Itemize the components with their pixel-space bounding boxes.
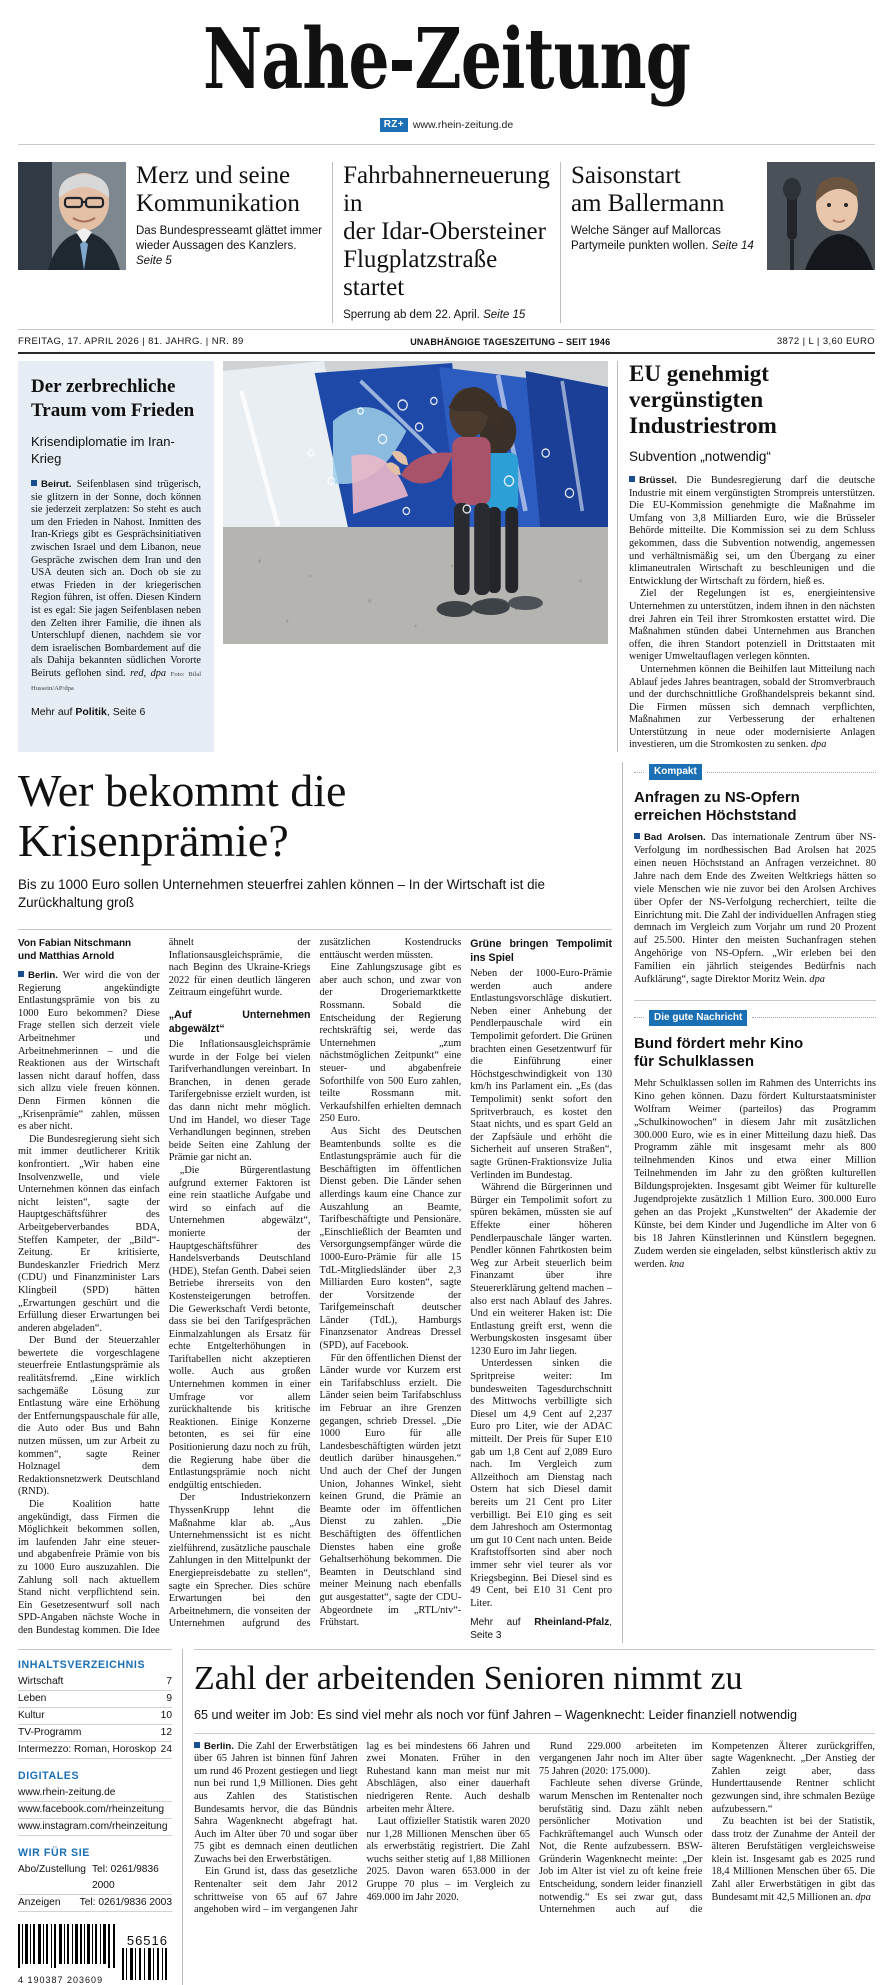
barcode-main bbox=[18, 1924, 116, 1985]
kompakt-item-place: Bad Arolsen. bbox=[644, 832, 706, 844]
eu-story-paragraph-3: Unternehmen können die Beihilfen laut Mitteilung nach Ablauf jedes Jahres beantragen, sobald der Stromverbrauch und der durchschnittliche Großhandelspreis bekannt sind. Die Firmen müssen sich demnach verpflichten, Maßnahmen zur Verbesserung der erhaltenen Unterstützung in neue oder modernisierte Anlagen investieren, um die Stromkosten zu senken. dpa bbox=[629, 663, 875, 751]
newspaper-title: Nahe-Zeitung bbox=[203, 9, 690, 108]
toc-title: INHALTSVERZEICHNIS bbox=[18, 1658, 146, 1671]
service-item bbox=[18, 1862, 172, 1895]
eu-story-place: Brüssel. bbox=[639, 475, 677, 486]
dateline-price: 3872 | L | 3,60 EURO bbox=[776, 336, 875, 347]
lead-box-photo-credit: Foto: Bilal Hussein/AP/dpa bbox=[31, 670, 202, 692]
toc-item[interactable] bbox=[18, 1742, 172, 1759]
bottom-story-paragraph: Rund 229.000 arbeiteten im vergangenen Jahr noch im Alter über 75 Jahren (2020: 175.000). bbox=[539, 1740, 703, 1777]
teaser-merz[interactable] bbox=[126, 162, 332, 323]
divider-under-dateline bbox=[18, 352, 875, 354]
dateline-date: FREITAG, 17. APRIL 2026 | 81. JAHRG. | NR. 89 bbox=[18, 336, 244, 347]
teaser-saisonstart-headline: Saisonstart am Ballermann bbox=[570, 162, 725, 217]
main-story-paragraph: Berlin. Wer wird die von der Regierung angekündigte Entlastungsprämie von bis zu 1000 Euro bekommen? Diese Frage stellen sich derzeit viele Arbeitnehmer und Arbeitnehmerinnen – und die Reaktionen aus der Wirtschaft lassen nicht darauf hoffen, dass sich allzu viele freuen können. Denn Firmen können die „Krisenprämie“ zahlen, müssen es aber nicht. bbox=[18, 970, 160, 1133]
toc-item[interactable] bbox=[18, 1674, 172, 1691]
index-box bbox=[18, 1649, 182, 1985]
main-section bbox=[18, 762, 875, 1642]
teaser-fahrbahn-headline: Fahrbahnerneuerung in der Idar-Obersteiner Flugplatzstraße startet bbox=[343, 162, 550, 301]
good-news-body: Mehr Schulklassen sollen im Rahmen des Unterrichts ins Kino gehen können. Dazu fördert Kulturstaatsminister Wolfram Weimer (parteilos) das Programm „Schulkinowochen“ in diesem Jahr mit zusätzlichen 300.000 Euro, wie es in einer Mitteilung dazu hieß. Das Programm zähle mit insgesamt mehr als 800 teilnehmenden Kinos und etwa einer Million Teilnehmenden im Jahr zu den größten kulturellen Bildungsprojekten. Insgesamt gibt Weimer für kulturelle Jugendprojekte zusätzlich 1 Million Euro. 300.000 Euro gehen an das Projekt „Kunstwelten“ der Akademie der Künste, bei dem Kinder und Jugendliche im Alter von 6 bis 18 Jahren Künstlerinnen und Künstlern begegnen. Zudem werden sie eingeladen, selbst künstlerisch aktiv zu werden. kna bbox=[634, 1077, 876, 1270]
bottom-story-paragraph: Zu beachten ist bei der Statistik, dass trotz der Zunahme der Anteil der älteren Berufstätigen vergleichsweise klein ist. Insgesamt gab es 2025 rund 18,4 Millionen Menschen über 65. Die Zahl aller Erwerbstätigen in gibt das Bundesamt mit 42,5 Millionen an. dpa bbox=[711, 1816, 875, 1903]
lower-section bbox=[18, 1649, 875, 1985]
main-story-headline: Wer bekommt die Krisenprämie? bbox=[18, 765, 347, 867]
main-story[interactable] bbox=[18, 762, 622, 1642]
badge-rule-left bbox=[634, 1017, 644, 1018]
main-story-paragraph: Neben der 1000-Euro-Prämie werden auch andere Entlastungsvorschläge diskutiert. Neben einer Anhebung der Pendlerpauschale wird ein Tempolimit gefordert. Die Grünen brachten einen Gesetzentwurf für die Einführung einer Höchstgeschwindigkeit von 130 km/h ins Parlament ein. „Es (das Tempolimit) senkt sofort den Spritverbrauch, es kostet den Staat nichts, und es spart Geld an der Zapfsäule und erhöht die Sicherheit auf unseren Straßen“, sagte Grünen-Fraktionsvize Julia Verlinden im Bundestag. bbox=[470, 968, 612, 1181]
teaser-image-merz bbox=[18, 162, 126, 270]
main-story-paragraph: Die Koalition hatte angekündigt, dass Firmen die Möglichkeit bekommen sollen, im laufenden Jahr eine steuer- und abgabenfreie Prämie von bis zu 1000 Euro auszuzahlen. Die Zahlung soll nach aktuellem Stand nicht verpflichtend sein. Ein Gesetzesentwurf soll nach SPD-Angaben nächste Woche in den Bundestag kommen. Die Idee ähnelt der Inflationsausgleichsprämie, die nach Beginn des Ukraine-Kriegs 2022 für einen deutlich längeren Zeitraum eingeführt wurde. bbox=[18, 937, 311, 1636]
eu-story[interactable] bbox=[617, 361, 875, 752]
good-news-badge-row bbox=[634, 1010, 876, 1026]
masthead-website-url: www.rhein-zeitung.de bbox=[412, 119, 514, 131]
bottom-story-agency: dpa bbox=[855, 1891, 871, 1903]
dateline-square-icon bbox=[31, 480, 37, 486]
badge-rule-right bbox=[707, 772, 876, 773]
service-label: Anzeigen bbox=[18, 1896, 61, 1908]
teaser-merz-headline: Merz und seine Kommunikation bbox=[136, 162, 300, 217]
main-story-reference-link[interactable]: Mehr auf Rheinland-Pfalz, Seite 3 bbox=[470, 1617, 612, 1641]
main-story-subhead: Bis zu 1000 Euro sollen Unternehmen steuerfrei zahlen können – In der Wirtschaft ist die Zurückhaltung groß bbox=[18, 877, 545, 911]
bottom-story[interactable] bbox=[182, 1649, 875, 1985]
toc-item-page: 10 bbox=[160, 1709, 172, 1721]
bottom-story-paragraph: Laut offizieller Statistik waren 2020 nur 1,28 Millionen Menschen über 65 als erwerbstätig registriert. Die Zahl wuchs seither stetig auf 1,88 Millionen 2025. Davon waren 653.000 in der Gruppe 70 plus – im Vergleich zu 469.000 im Jahr 2020. bbox=[366, 1816, 530, 1903]
toc-item-label: Kultur bbox=[18, 1709, 45, 1721]
masthead-url-line bbox=[18, 118, 875, 132]
toc-item-label: Leben bbox=[18, 1692, 47, 1704]
kompakt-item-agency: dpa bbox=[809, 974, 825, 986]
service-title: WIR FÜR SIE bbox=[18, 1846, 90, 1859]
lead-box-byline: red, dpa bbox=[130, 667, 167, 679]
toc-item[interactable] bbox=[18, 1725, 172, 1742]
toc-item-label: Intermezzo: Roman, Horoskop bbox=[18, 1743, 157, 1755]
divider-under-bottom-subhead bbox=[194, 1733, 875, 1734]
bottom-story-paragraph: Fachleute sehen diverse Gründe, warum Menschen im Rentenalter noch berufstätig sind. Dazu zählt neben persönlicher Motivation und Fachkräftemangel auch Wunsch oder Not, die Rente aufzubessern. BSW-Gründerin Wagenknecht meinte: „Der Job im Alter ist viel zu oft keine freie Entscheidung, sondern leider finanziell notwendig.“ Es sei zwar gut, dass Unternehmen auch auf die Kompetenzen Älterer zurückgriffen, sagte Wagenknecht. „Der Anstieg der Zahlen zeigt aber, dass Hunderttausende Rentner schlicht gezwungen sind, ihre schmalen Bezüge aufzubessern.“ bbox=[539, 1740, 875, 1916]
lead-box-kicker: Krisendiplomatie im Iran-Krieg bbox=[31, 434, 175, 466]
barcode-area bbox=[18, 1924, 172, 1985]
service-phone: Tel: 0261/9836 2000 bbox=[91, 1863, 159, 1891]
main-story-paragraph: Unterdessen sinken die Spritpreise weiter: Im bundesweiten Tagesdurchschnitt des Mittwochs verbilligte sich Diesel um 4,9 Cent auf 2,237 Euro pro Liter, wie der ADAC mitteilt. Der Preis für Super E10 gab um 1,8 Cent auf 2,089 Euro nach. Im Vergleich zum Allzeithoch am Dienstag nach Ostern hat sich Diesel damit bereits um 21 Cent pro Liter verbilligt. Bei E10 ging es seit dem Jahreshoch am Ostermontag um gut 10 Cent nach unten. Beide Kraftstoffsorten sind aber noch immer sehr viel teurer als vor Kriegsbeginn. Bei Diesel sind es 49 Cent, bei E10 31 Cent pro Liter. bbox=[470, 1358, 612, 1609]
badge-rule-left bbox=[634, 772, 644, 773]
barcode-side-number: 56516 bbox=[126, 1932, 168, 1948]
barcode-side bbox=[122, 1933, 168, 1985]
teaser-bar bbox=[18, 154, 875, 329]
digital-title: DIGITALES bbox=[18, 1769, 80, 1782]
toc-item-label: Wirtschaft bbox=[18, 1675, 64, 1687]
bottom-story-paragraph: Ein Grund ist, dass das gesetzliche Rentenalter seit dem Jahr 2012 schrittweise von 65 auf 67 Jahre angehoben wird – im vergangenen Jahr lag es bei mindestens 66 Jahren und zwei Monaten. Früher in den Ruhestand kann man meist nur mit Abschlägen, also einer dauerhaft niedrigeren Rente. Auch deshalb arbeiten mehr Ältere. bbox=[194, 1740, 530, 1916]
teaser-saisonstart[interactable] bbox=[560, 162, 767, 323]
badge-rule-right bbox=[752, 1017, 876, 1018]
spacer bbox=[18, 1836, 172, 1847]
bottom-story-place: Berlin. bbox=[204, 1740, 234, 1752]
divider-above-index bbox=[18, 1649, 172, 1650]
eu-story-kicker: Subvention „notwendig“ bbox=[629, 449, 771, 464]
lead-box-body: Beirut. Seifenblasen sind trügerisch, sie glitzern in der Sonne, doch können sie jederzeit zerplatzen: So steht es auch um den Frieden in Nahost. Inmitten des Iran-Kriegs gibt es Gesprächsinitiativen zwischen Israel und dem Libanon, neue Gespräche zwischen dem Iran und den USA deuten sich an. Doch ob sie zu etwas Frieden in der kriegerischen Region führen, ist offen. Diesen Kindern ist es egal: Sie jagen Seifenblasen neben den Zelten ihrer Familie, die ihnen als Unterschlupf dienen, nachdem sie vor dem israelischen Bombardement auf die als Dahija bekannten südlichen Vororte Beiruts geflohen sind. red, dpa Foto: Bilal Hussein/AP/dpa bbox=[31, 479, 202, 692]
barcode-main-number: 4 190387 203609 bbox=[18, 1974, 104, 1985]
service-item bbox=[18, 1895, 172, 1912]
teaser-fahrbahn-text: Sperrung ab dem 22. April. Seite 15 bbox=[343, 309, 526, 321]
main-story-paragraph: Der Bund der Steuerzahler bewertete die vorgeschlagene steuerfreie Entlastungsprämie als realitätsfremd. „Eine wirklich sachgemäße Lösung zur Entlastung wäre eine Erhöhung der Entfernungspauschale für alle, die Auto oder Bus und Bahn nutzen müssen, um zur Arbeit zu kommen“, sagte Reiner Holznagel dem Redaktionsnetzwerk Deutschland (RND). bbox=[18, 1335, 160, 1498]
main-story-subheading-1: „Auf Unternehmen abgewälzt“ bbox=[168, 1009, 311, 1036]
main-story-paragraph: Der Industriekonzern ThyssenKrupp lehnt die Maßnahme klar ab. „Aus Unternehmenssicht ist es nicht zielführend, zusätzliche pauschale Zahlungen in den Mittelpunkt der Energiepreisdebatte zu stellen“, sagte ein Sprecher. Dies schüre Erwartungen bei den Arbeitnehmern, die vonseiten der Unternehmen aufgrund des zusätzlichen Kostendrucks enttäuscht werden müssten. bbox=[168, 937, 462, 1630]
lead-box-headline: Der zerbrechliche Traum vom Frieden bbox=[31, 376, 195, 421]
bottom-story-subhead: 65 und weiter im Job: Es sind viel mehr als noch vor fünf Jahren – Wagenknecht: Leider finanziell notwendig bbox=[194, 1707, 797, 1722]
dateline-slogan: UNABHÄNGIGE TAGESZEITUNG – SEIT 1946 bbox=[410, 336, 611, 347]
divider-kompakt bbox=[634, 1000, 876, 1001]
lead-box-more-link[interactable]: Mehr auf Politik, Seite 6 bbox=[31, 706, 146, 719]
kompakt-item-body: Bad Arolsen. Das internationale Zentrum über NS-Verfolgung im nordhessischen Bad Arolsen hat 2025 einen neuen Höchststand an Anfragen verzeichnet. 80 Jahre nach dem Ende des Zweiten Weltkriegs hätten so viele Menschen wie nie zuvor bei den Arolsen Archives über Opfer der NS-Verfolgung recherchiert, teilte die Einrichtung mit. Die Zahl der individuellen Anfragen stieg demnach im Vergleich zum Vorjahr um rund 20 Prozent auf 25.500. Hinter den meisten Suchanfragen stehen Angehörige von NS-Opfern. „Wir erleben bei den Familien ein jährlich steigendes Bedürfnis nach Aufklärung“, sagte Direktor Moritz Wein. dpa bbox=[634, 832, 877, 986]
main-story-byline: Von Fabian Nitschmann und Matthias Arnold bbox=[18, 938, 132, 963]
dateline-square-icon bbox=[629, 476, 635, 482]
toc-item-label: TV-Programm bbox=[18, 1726, 82, 1738]
digital-link[interactable]: www.instagram.com/rheinzeitung bbox=[18, 1819, 172, 1836]
digital-link[interactable]: www.rhein-zeitung.de bbox=[18, 1785, 172, 1802]
good-news-badge: Die gute Nachricht bbox=[649, 1010, 747, 1026]
kompakt-column bbox=[622, 762, 876, 1642]
main-story-paragraph: Für den öffentlichen Dienst der Länder wurde vor Kurzem erst ein Tarifabschluss erzielt. Die Länder seien beim Tarifabschluss im Februar an ihre Grenzen gegangen, schrieb Dressel. „Die 1000 Euro für alle Landesbeschäftigten würden jetzt deutlich darüber hinausgehen.“ Und auch der Chef der Jungen Union, Johannes Winkel, sieht keinen Grund, die Prämie an Beamte oder im öffentlichen Dienst zu zahlen. „Die Beschäftigten des öffentlichen Dienstes haben eine große Gehaltserhöhung bekommen. Die Beamten in Deutschland sind meiner Meinung nach ebenfalls gut ausgestattet“, sagte der CDU-Abgeordnete im „RTL/ntv“-Frühstart. bbox=[319, 1352, 462, 1629]
dateline-square-icon bbox=[194, 1742, 200, 1748]
eu-story-paragraph-1: Brüssel. Die Bundesregierung darf die deutsche Industrie mit einem vergünstigten Strompreis unterstützen. Die EU-Kommission genehmigte die Maßnahme im Umfang von 3,8 Milliarden Euro, wie die Brüsseler Behörde mitteilte. Die Kommission sei zu dem Schluss gekommen, dass die Subvention notwendig, angemessen und verhältnismäßig sei, um den Übergang zu einer klimaneutralen Wirtschaft zu beschleunigen und die Entwicklung der Wirtschaft zu fördern, hieß es. bbox=[629, 475, 875, 587]
dateline-square-icon bbox=[634, 833, 640, 839]
divider-under-masthead bbox=[18, 144, 875, 145]
dateline-square-icon bbox=[18, 971, 24, 977]
divider-above-bottom-story bbox=[194, 1649, 875, 1650]
toc-item-page: 24 bbox=[160, 1743, 172, 1755]
good-news-headline: Bund fördert mehr Kino für Schulklassen bbox=[634, 1034, 804, 1070]
kompakt-badge-row bbox=[634, 764, 876, 780]
service-label: Abo/Zustellung bbox=[18, 1863, 86, 1875]
teaser-image-saisonstart bbox=[767, 162, 875, 270]
rz-plus-badge: RZ+ bbox=[380, 118, 408, 132]
bottom-story-paragraph: Berlin. Die Zahl der Erwerbstätigen über 65 Jahren ist binnen fünf Jahren um rund 46 Prozent gestiegen und liegt nun bei rund 1,9 Millionen. Dies geht aus Zahlen des Statistischen Bundesamts hervor, die das Bündnis Sahra Wagenknecht abgefragt hat. Auch im Alter über 70 und sogar über 75 gibt es demnach einen deutlichen Zuwachs bei den Erwerbstätigen. bbox=[194, 1740, 358, 1865]
top-section bbox=[18, 361, 875, 752]
main-story-subheading-2: Grüne bringen Tempolimit ins Spiel bbox=[470, 938, 612, 965]
teaser-saisonstart-text: Welche Sänger auf Mallorcas Partymeile punkten wollen. Seite 14 bbox=[570, 225, 754, 252]
lead-photo bbox=[223, 361, 608, 752]
main-story-place: Berlin. bbox=[28, 970, 58, 982]
masthead bbox=[18, 0, 875, 132]
good-news-agency: kna bbox=[669, 1258, 685, 1270]
eu-story-agency: dpa bbox=[810, 739, 827, 751]
teaser-fahrbahn[interactable] bbox=[332, 162, 560, 323]
digital-link[interactable]: www.facebook.com/rheinzeitung bbox=[18, 1802, 172, 1819]
eu-story-paragraph-2: Ziel der Regelungen ist es, energieintensive Unternehmen zu unterstützen, indem ihnen in den nächsten drei Jahren ein Teil ihrer Stromkosten erstattet wird. Die Maßnahmen stünden dabei Unternehmen aus Branchen offen, die ihren Standort potenziell in Drittstaaten mit weniger Umweltauflagen verlegen könnten. bbox=[629, 588, 875, 663]
toc-item[interactable] bbox=[18, 1708, 172, 1725]
teaser-merz-text: Das Bundespresseamt glättet immer wieder Aussagen des Kanzlers. Seite 5 bbox=[136, 225, 322, 267]
main-story-paragraph: Die Inflationsausgleichsprämie wurde in der Folge bei vielen Tarifverhandlungen vereinbart. In Branchen, in denen gerade Tarifergebnisse erzielt wurden, ist das dann nicht mehr möglich. Und im Handel, wo dieser Tage Verhandlungen beginnen, streben beide Seiten eine Zahlung der Prämie gar nicht an. bbox=[168, 1039, 311, 1164]
lead-box-place: Beirut. bbox=[41, 479, 72, 490]
lead-box[interactable] bbox=[18, 361, 214, 752]
main-story-paragraph: Aus Sicht des Deutschen Beamtenbunds sollte es die Entlastungsprämie auch für die Beschäftigten im öffentlichen Dienst geben. Die Länder sehen allerdings kaum eine Chance zur Auszahlung an Beamte, Tarifbeschäftigte und Pensionäre. „Einschließlich der Beamten und Versorgungsempfänger würde die 1000-Euro-Prämie für alle 15 TdL-Mitgliedsländer über 2,3 Milliarden Euro kosten“, sagte der Vorsitzende der Tarifgemeinschaft deutscher Länder (TdL), Hamburgs Finanzsenator Andreas Dressel (SPD), auf Facebook. bbox=[319, 1125, 462, 1352]
bottom-story-headline: Zahl der arbeitenden Senioren nimmt zu bbox=[194, 1659, 743, 1697]
toc-item[interactable] bbox=[18, 1691, 172, 1708]
eu-story-headline: EU genehmigt vergünstigten Industriestrom bbox=[629, 361, 777, 438]
main-story-paragraph: Die Bundesregierung sieht sich mit immer deutlicherer Kritik konfrontiert. „Wir haben eine Insolvenzwelle, und viele Unternehmen können das einfach nicht leisten“, sagte der Hauptgeschäftsführer des Arbeitgeberverbandes BDA, Steffen Kampeter, der „Bild“-Zeitung. Er kritisierte, Bundeskanzler Friedrich Merz (CDU) und Finanzminister Lars Klingbeil (SPD) hätten „Erwartungen geschürt und die Erfüllung dieser Erwartungen bei anderen abgeladen“. bbox=[18, 1133, 160, 1334]
toc-item-page: 7 bbox=[166, 1675, 172, 1687]
kompakt-item-headline: Anfragen zu NS-Opfern erreichen Höchststand bbox=[634, 789, 800, 825]
kompakt-badge: Kompakt bbox=[649, 764, 702, 780]
divider-under-main-subhead bbox=[18, 929, 612, 930]
bottom-story-columns bbox=[194, 1741, 875, 1917]
main-story-columns bbox=[18, 937, 612, 1642]
toc-item-page: 12 bbox=[160, 1726, 172, 1738]
main-story-paragraph: Eine Zahlungszusage gibt es aber auch schon, und zwar von der Drogeriemarktkette Rossmann. Sobald die Entscheidung der Regierung rechtskräftig sei, werde das Unternehmen „zum nächstmöglichen Zeitpunkt“ eine steuer- und abgabenfreie Soforthilfe von 500 Euro zahlen, teilte Rossmann mit. Verkaufshilfen erhielten demnach 250 Euro. bbox=[319, 962, 462, 1125]
main-story-paragraph: Während die Bürgerinnen und Bürger ein Tempolimit sofort zu spüren bekämen, müssten sie auf Effekte einer höheren Pendlerpauschale länger warten. Pendler können Fahrtkosten beim Weg zur Arbeit steuerlich beim Finanzamt über ihre Steuererklärung geltend machen – also erst nach Ablauf des Jahres. Und ein weiterer Haken ist: Die Entlastung greift erst, wenn die Werbungskosten insgesamt über 1230 Euro im Jahr liegen. bbox=[470, 1182, 612, 1357]
dateline-bar bbox=[18, 330, 875, 352]
spacer bbox=[18, 1759, 172, 1770]
service-phone: Tel: 0261/9836 2003 bbox=[79, 1896, 172, 1908]
toc-item-page: 9 bbox=[166, 1692, 172, 1704]
main-story-paragraph: „Die Bürgerentlastung aufgrund externer Faktoren ist eine rein staatliche Aufgabe und wird so einfach auf die Unternehmen abgewälzt“, monierte der Hauptgeschäftsführer des Handelsverbands Deutschland (HDE), Stefan Genth. Dabei seien Betriebe ihrerseits von den Kostensteigerungen betroffen. Die Gewerkschaft Verdi betonte, dass sie bei den Tarifgesprächen Einmalzahlungen als Ersatz für echte Entgelterhöhungen in Tariftabellen nicht akzeptieren wolle. Auch aus großen Unternehmen kommen in einer Umfrage vor allem zurückhaltende bis kritische Reaktionen. Einige Konzerne betonten, es sei für eine Positionierung dazu noch zu früh, die Regierung habe über die Entlastungsprämie noch nicht endgültig entschieden. bbox=[168, 1164, 311, 1491]
